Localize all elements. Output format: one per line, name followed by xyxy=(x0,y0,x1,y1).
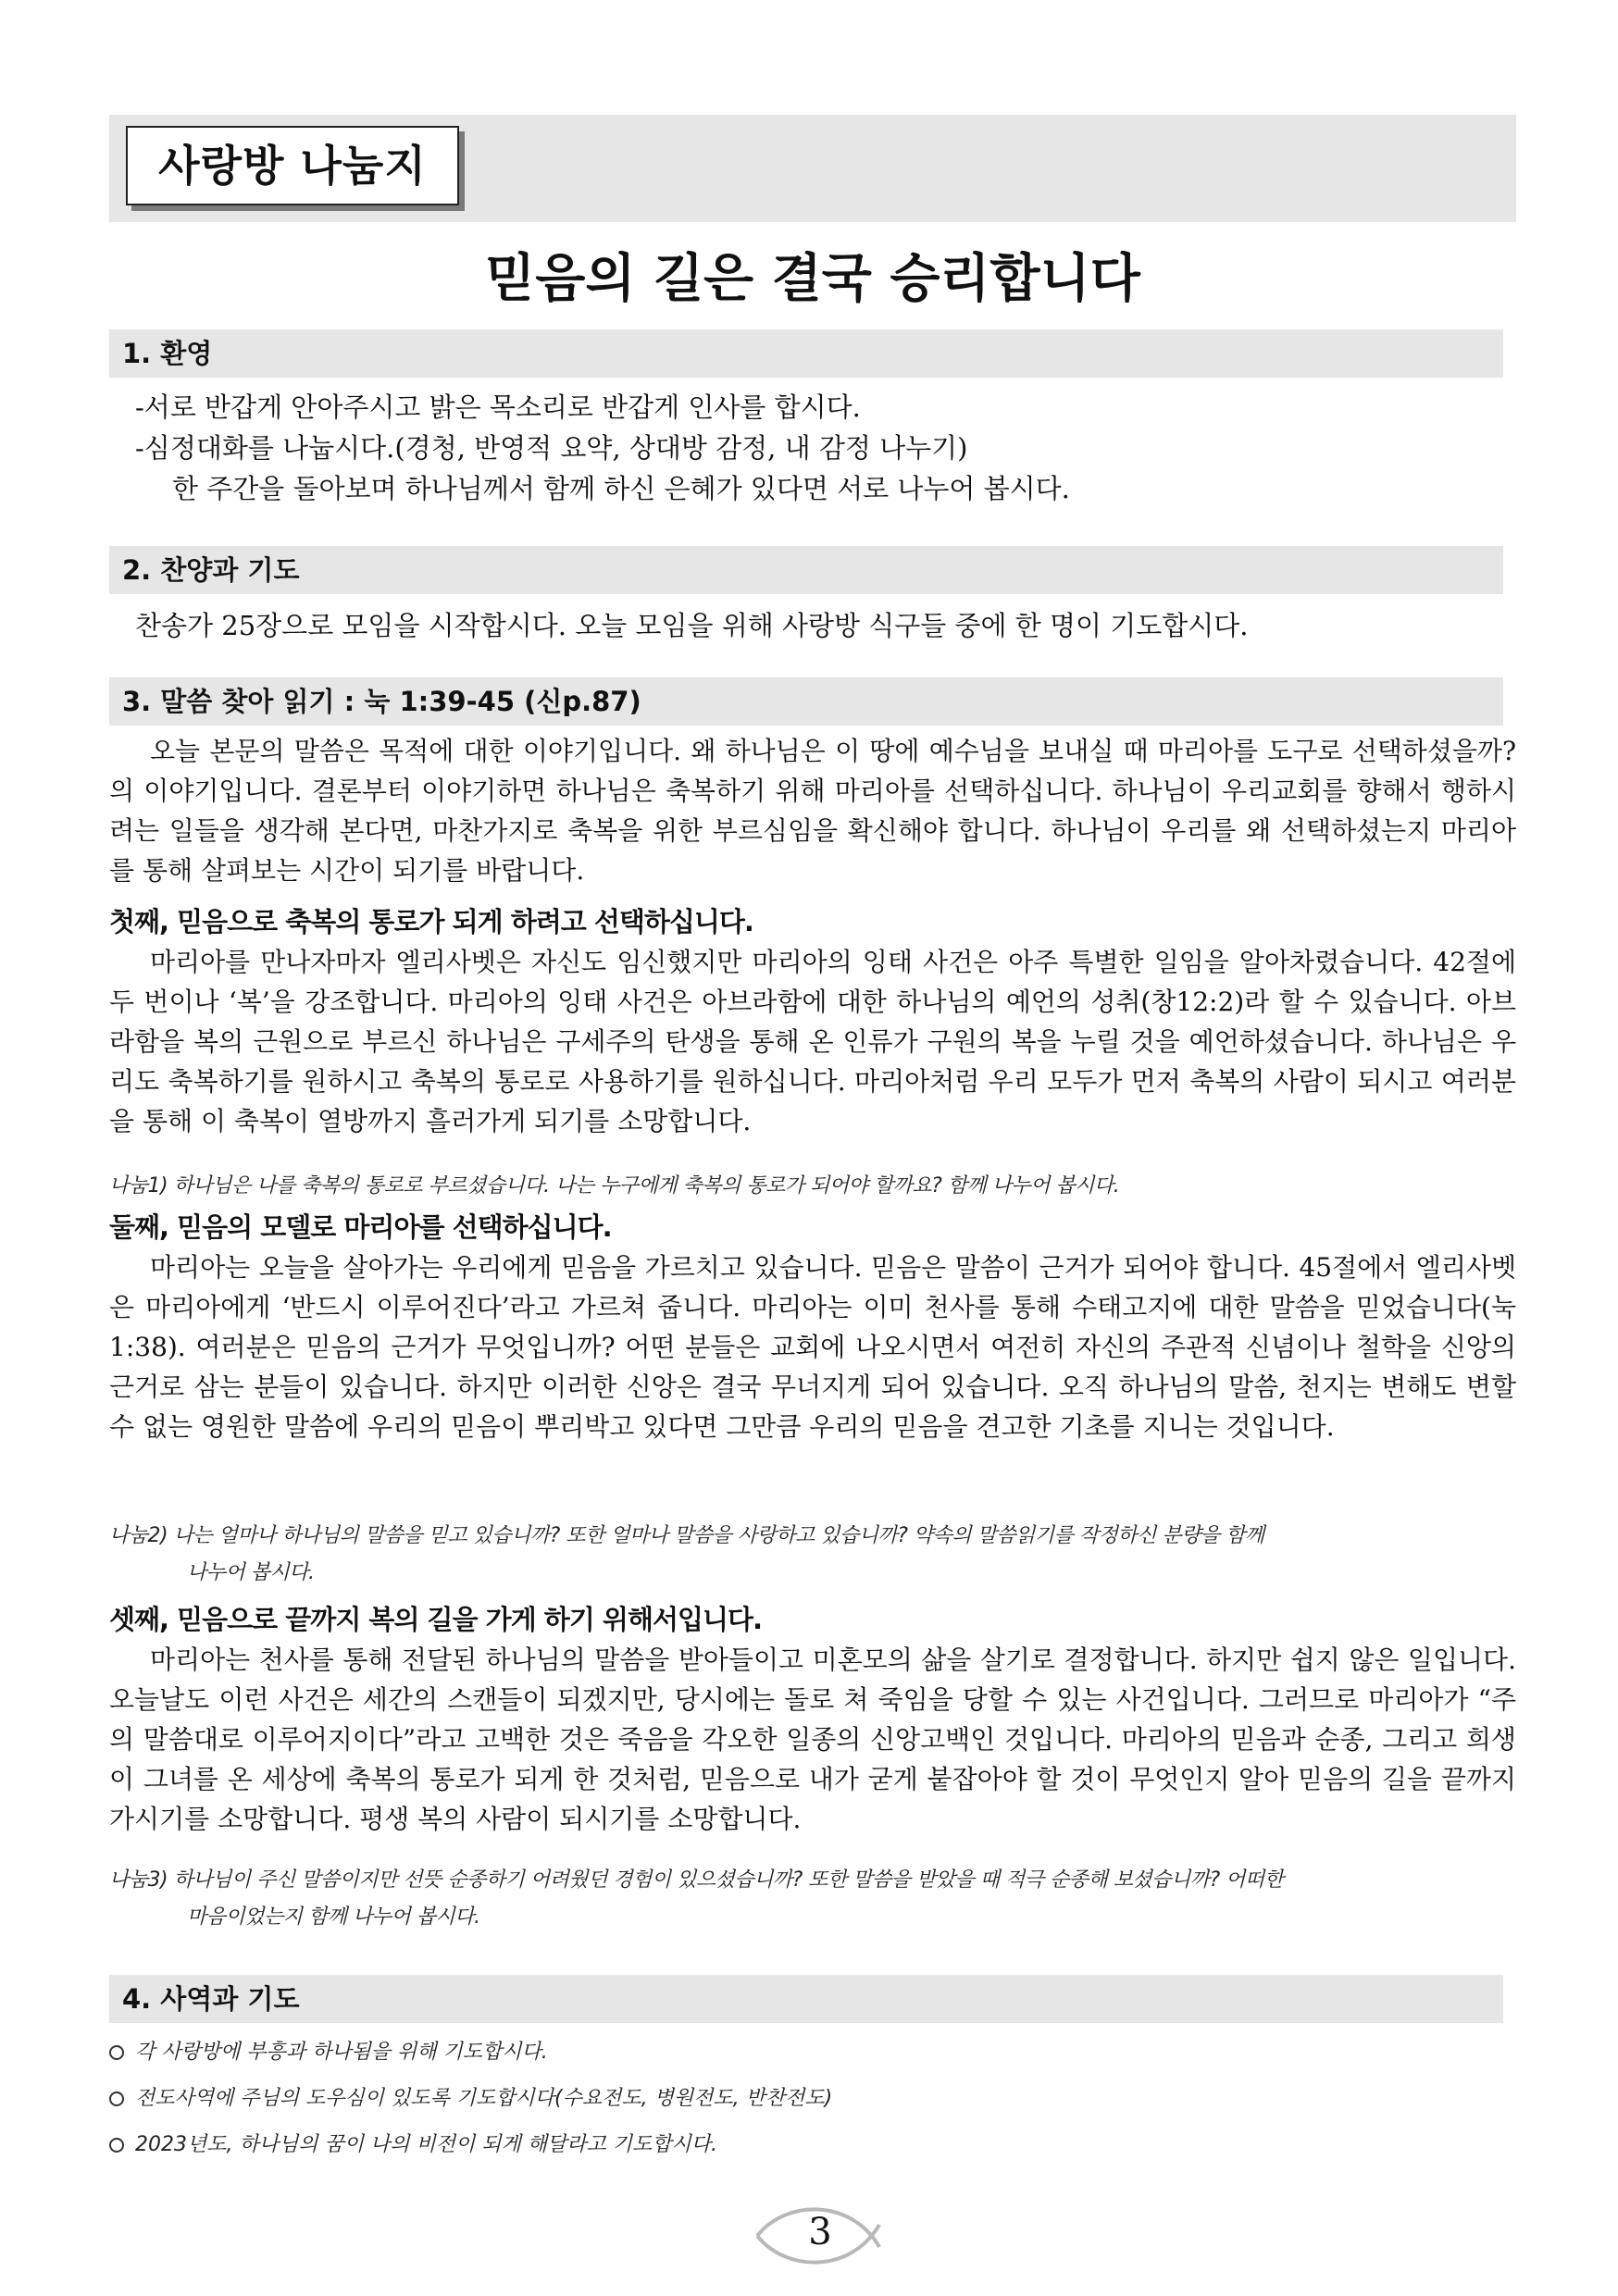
header-label-box xyxy=(126,126,459,205)
page-title: 믿음의 길은 결국 승리합니다 xyxy=(485,249,1140,309)
section-heading-label: 3. 말씀 찾아 읽기 : 눅 1:39-45 (신p.87) xyxy=(122,686,641,717)
scripture-intro: 오늘 본문의 말씀은 목적에 대한 이야기입니다. 왜 하나님은 이 땅에 예수님을 보내실 때 마리아를 도구로 선택하셨을까?의 이야기입니다. 결론부터 이야기하면 하나님은 축복하기 위해 마리아를 선택하십니다. 하나님이 우리교회를 향해서 행하시려는 일들을 생각해 본다면, 마찬가지로 축복을 위한 부르심임을 확신해야 합니다. 하나님이 우리를 왜 선택하셨는지 마리아를 통해 살펴보는 시간이 되기를 바랍니다. xyxy=(109,736,1516,886)
page-number-badge xyxy=(750,2199,898,2273)
point-3-text: 마리아는 천사를 통해 전달된 하나님의 말씀을 받아들이고 미혼모의 삶을 살기로 결정합니다. 하지만 쉽지 않은 일입니다. 오늘날도 이런 사건은 세간의 스캔들이 되겠지만, 당시에는 돌로 쳐 죽임을 당할 수 있는 사건입니다. 그러므로 마리아가 “주의 말씀대로 이루어지이다”라고 고백한 것은 죽음을 각오한 일종의 신앙고백인 것입니다. 마리아의 믿음과 순종, 그리고 희생이 그녀를 온 세상에 축복의 통로가 되게 한 것처럼, 믿음으로 내가 굳게 붙잡아야 할 것이 무엇인지 알아 믿음의 길을 끝까지 가시기를 소망합니다. 평생 복의 사람이 되시기를 소망합니다. xyxy=(109,1644,1516,1834)
section-heading-ministry xyxy=(109,1975,1503,2023)
section-heading-welcome xyxy=(109,329,1503,378)
point-1-text: 마리아를 만나자마자 엘리사벳은 자신도 임신했지만 마리아의 잉태 사건은 아주 특별한 일임을 알아차렸습니다. 42절에 두 번이나 ‘복’을 강조합니다. 마리아의 잉태 사건은 아브라함에 대한 하나님의 예언의 성취(창12:2)라 할 수 있습니다. 아브라함을 복의 근원으로 부르신 하나님은 구세주의 탄생을 통해 온 인류가 구원의 복을 누릴 것을 예언하셨습니다. 하나님은 우리도 축복하기를 원하시고 축복의 통로로 사용하기를 원하십니다. 마리아처럼 우리 모두가 먼저 축복의 사람이 되시고 여러분을 통해 이 축복이 열방까지 흘러가게 되기를 소망합니다. xyxy=(109,947,1516,1136)
welcome-line-3: 한 주간을 돌아보며 하나님께서 함께 하신 은혜가 있다면 서로 나누어 봅시다. xyxy=(172,473,1070,504)
prayer-item xyxy=(109,2127,717,2164)
point-2-text: 마리아는 오늘을 살아가는 우리에게 믿음을 가르치고 있습니다. 믿음은 말씀이 근거가 되어야 합니다. 45절에서 엘리사벳은 마리아에게 ‘반드시 이루어진다’라고 가르쳐 줍니다. 마리아는 이미 천사를 통해 수태고지에 대한 말씀을 믿었습니다(눅1:38). 여러분은 믿음의 근거가 무엇입니까? 어떤 분들은 교회에 나오시면서 여전히 자신의 주관적 신념이나 철학을 신앙의 근거로 삼는 분들이 있습니다. 하지만 이러한 신앙은 결국 무너지게 되어 있습니다. 오직 하나님의 말씀, 천지는 변해도 변할 수 없는 영원한 말씀에 우리의 믿음이 뿌리박고 있다면 그만큼 우리의 믿음을 견고한 기초를 지니는 것입니다. xyxy=(109,1252,1516,1442)
section-heading-scripture xyxy=(109,677,1503,726)
section-heading-label: 4. 사역과 기도 xyxy=(122,1983,300,2015)
section-heading-label: 1. 환영 xyxy=(122,338,213,369)
prayer-item-text: 2023년도, 하나님의 꿈이 나의 비전이 되게 해달라고 기도합시다. xyxy=(135,2133,717,2156)
point-1-heading: 첫째, 믿음으로 축복의 통로가 되게 하려고 선택하십니다. xyxy=(109,906,753,937)
section-heading-praise xyxy=(109,546,1503,594)
circle-bullet-icon xyxy=(109,2091,124,2106)
prayer-item-text: 전도사역에 주님의 도우심이 있도록 기도합시다(수요전도, 병원전도, 반찬전도) xyxy=(135,2087,833,2110)
point-2-heading: 둘째, 믿음의 모델로 마리아를 선택하십니다. xyxy=(109,1211,612,1243)
share-question-3-line-1: 나눔3) 하나님이 주신 말씀이지만 선뜻 순종하기 어려웠던 경험이 있으셨습니까? 또한 말씀을 받았을 때 적극 순종해 보셨습니까? 어떠한 xyxy=(109,1868,1284,1892)
prayer-item xyxy=(109,2080,832,2117)
point-3-heading: 셋째, 믿음으로 끝까지 복의 길을 가게 하기 위해서입니다. xyxy=(109,1604,763,1635)
share-question-1: 나눔1) 하나님은 나를 축복의 통로로 부르셨습니다. 나는 누구에게 축복의 통로가 되어야 할까요? 함께 나누어 봅시다. xyxy=(109,1174,1120,1198)
prayer-item-text: 각 사랑방에 부흥과 하나됨을 위해 기도합시다. xyxy=(135,2041,548,2064)
circle-bullet-icon xyxy=(109,2045,124,2060)
share-question-3 xyxy=(109,1862,1521,1936)
share-question-2-line-2: 나누어 봅시다. xyxy=(187,1561,315,1584)
share-question-2 xyxy=(109,1518,1521,1592)
share-question-3-line-2: 마음이었는지 함께 나누어 봅시다. xyxy=(187,1905,480,1929)
prayer-item xyxy=(109,2034,548,2071)
section-heading-label: 2. 찬양과 기도 xyxy=(122,554,300,586)
welcome-line-2: -심정대화를 나눕시다.(경청, 반영적 요약, 상대방 감정, 내 감정 나누기) xyxy=(135,432,968,464)
share-question-2-line-1: 나눔2) 나는 얼마나 하나님의 말씀을 믿고 있습니까? 또한 얼마나 말씀을 사랑하고 있습니까? 약속의 말씀읽기를 작정하신 분량을 함께 xyxy=(109,1524,1264,1547)
page-number: 3 xyxy=(808,2211,832,2253)
welcome-line-1: -서로 반갑게 안아주시고 밝은 목소리로 반갑게 인사를 합시다. xyxy=(135,391,861,423)
praise-text: 찬송가 25장으로 모임을 시작합시다. 오늘 모임을 위해 사랑방 식구들 중에 한 명이 기도합시다. xyxy=(135,610,1249,641)
circle-bullet-icon xyxy=(109,2138,124,2153)
header-label: 사랑방 나눔지 xyxy=(158,141,427,191)
